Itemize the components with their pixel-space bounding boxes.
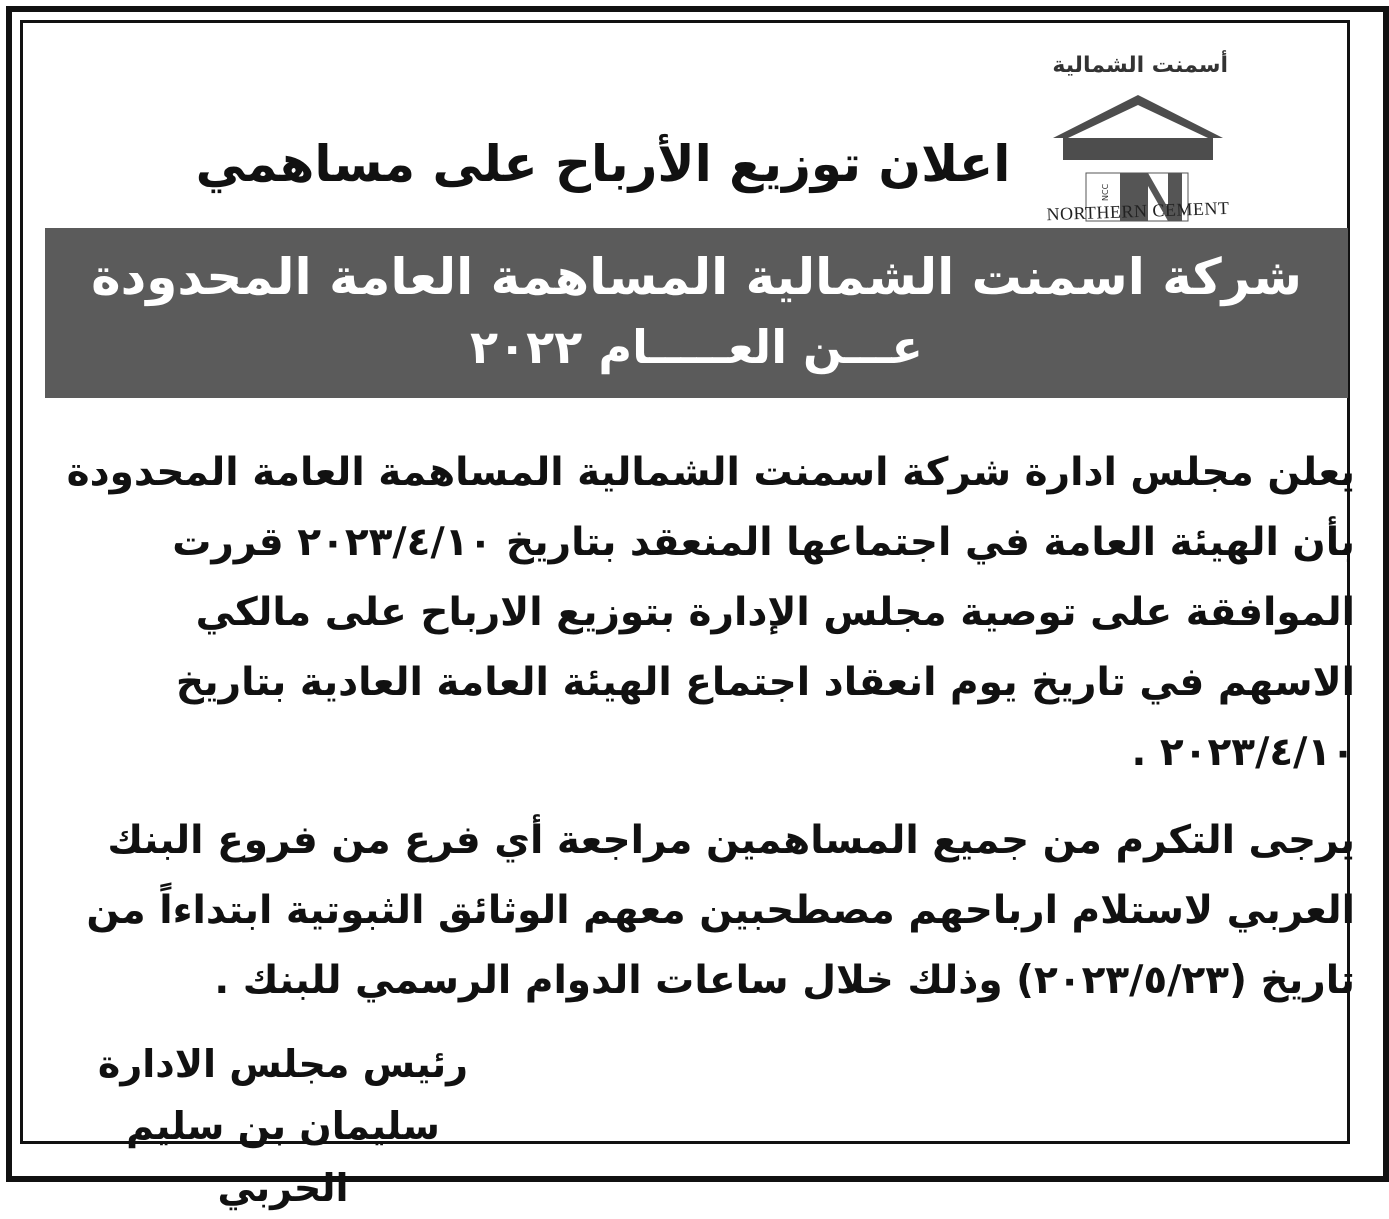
- inner-border: [20, 20, 1355, 1210]
- company-logo: [1008, 53, 1268, 243]
- announcement-body: [45, 438, 1355, 1016]
- logo-arabic-name: أسمنت الشمالية: [1052, 53, 1228, 78]
- page-title: اعلان توزيع الأرباح على مساهمي: [195, 135, 1011, 193]
- company-banner: [45, 228, 1348, 398]
- signature-role: رئيس مجلس الادارة: [97, 1042, 469, 1086]
- banner-company-name: شركة اسمنت الشمالية المساهمة العامة المحدودة: [91, 248, 1302, 306]
- paragraph-2: يرجى التكرم من جميع المساهمين مراجعة أي فرع من فروع البنك العربي لاستلام ارباحهم مصطحبين معهم الوثائق الثبوتية ابتداءاً من تاريخ (٢٠٢٣/٥/٢٣) وذلك خلال ساعات الدوام الرسمي للبنك .: [86, 818, 1355, 1003]
- logo-initials: NCC: [1101, 183, 1110, 201]
- paragraph-1: يعلن مجلس ادارة شركة اسمنت الشمالية المساهمة العامة المحدودة بأن الهيئة العامة في اجتماعها المنعقد بتاريخ ٢٠٢٣/٤/١٠ قررت الموافقة على توصية مجلس الإدارة بتوزيع الارباح على مالكي الاسهم في تاريخ يوم انعقاد اجتماع الهيئة العامة العادية بتاريخ ٢٠٢٣/٤/١٠ .: [66, 450, 1355, 775]
- banner-year: عـــن العـــــام ٢٠٢٢: [470, 320, 923, 374]
- logo-english-name: NORTHERN CEMENT: [1046, 197, 1230, 225]
- signature-block: [73, 1033, 493, 1219]
- signature-name: سليمان بن سليم الحربي: [126, 1104, 440, 1210]
